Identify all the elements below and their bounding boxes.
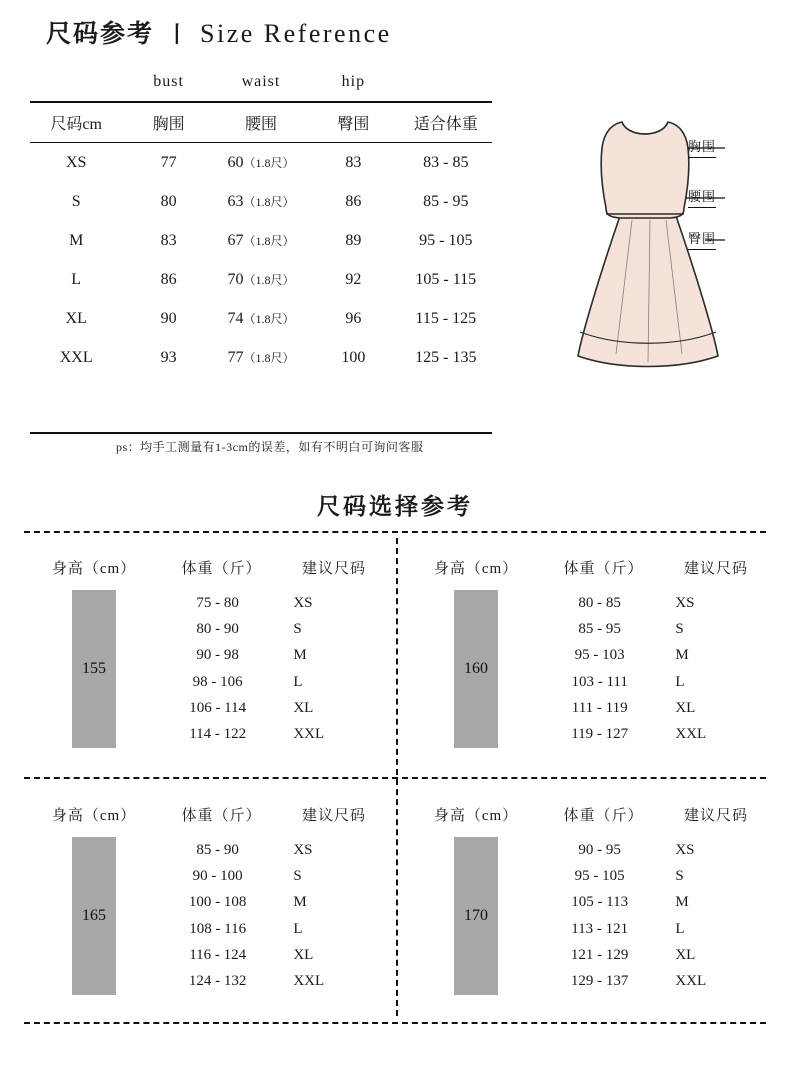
- header-weight: 适合体重: [413, 116, 478, 133]
- col-header-height: 身高（cm）: [433, 561, 519, 577]
- cell-bust: 80: [160, 192, 177, 210]
- height-column: [24, 590, 164, 748]
- cell-hip: 92: [345, 270, 362, 288]
- recommended-size: XS: [293, 594, 313, 611]
- sublabel-empty: [30, 62, 122, 102]
- weight-range: 98 - 106: [192, 673, 243, 690]
- col-header-size: 建议尺码: [683, 561, 748, 577]
- column-headers: [406, 540, 778, 578]
- weight-range: 80 - 85: [578, 594, 621, 611]
- recommended-size: S: [675, 620, 684, 637]
- dress-illustration: [520, 104, 770, 374]
- height-value: 170: [454, 837, 498, 995]
- cell-size: XL: [65, 309, 87, 327]
- sublabel-empty2: [400, 62, 492, 102]
- weight-range: 80 - 90: [196, 620, 239, 637]
- cell-hip: 96: [345, 309, 362, 327]
- weight-range: 100 - 108: [188, 894, 247, 911]
- cell-weight: 83 - 85: [423, 153, 469, 171]
- cell-weight: 115 - 125: [415, 309, 477, 327]
- size-block-170: [406, 787, 778, 1025]
- weight-range: 111 - 119: [571, 699, 628, 716]
- weight-range: 113 - 121: [571, 920, 629, 937]
- recommended-size: XS: [293, 841, 313, 858]
- column-headers: [406, 787, 778, 825]
- sublabel-hip: hip: [341, 72, 366, 90]
- weight-range: 90 - 95: [578, 841, 621, 858]
- table-row: [30, 338, 492, 377]
- header-bust: 胸围: [152, 116, 185, 133]
- col-header-size: 建议尺码: [683, 808, 748, 824]
- col-header-weight: 体重（斤）: [181, 808, 262, 824]
- list-item: [164, 890, 396, 916]
- table-row: [30, 143, 492, 183]
- recommended-size: XXL: [293, 973, 325, 990]
- weight-range: 85 - 95: [578, 620, 621, 637]
- sublabel-bust: bust: [153, 72, 184, 90]
- weight-range: 119 - 127: [571, 726, 629, 743]
- cell-size: XS: [65, 153, 87, 171]
- list-item: [164, 942, 396, 968]
- weight-range: 95 - 105: [574, 867, 625, 884]
- list-item: [546, 616, 778, 642]
- cell-hip: 100: [341, 348, 366, 366]
- list-item: [164, 695, 396, 721]
- table-sublabel-row: [30, 62, 492, 102]
- cell-weight: 95 - 105: [419, 231, 473, 249]
- list-item: [546, 916, 778, 942]
- col-header-height: 身高（cm）: [433, 808, 519, 824]
- table-row: [30, 221, 492, 260]
- weight-range: 85 - 90: [196, 841, 239, 858]
- recommended-size: M: [293, 647, 307, 664]
- size-block-160: [406, 540, 778, 778]
- page-header: [0, 0, 790, 50]
- cell-hip: 83: [345, 153, 362, 171]
- size-selection-title: 尺码选择参考: [317, 494, 473, 519]
- weight-range: 116 - 124: [189, 946, 247, 963]
- cell-bust: 86: [160, 270, 177, 288]
- list-item: [164, 616, 396, 642]
- list-item: [546, 837, 778, 863]
- recommended-size: XXL: [675, 973, 707, 990]
- cell-size: M: [69, 231, 84, 249]
- weight-size-rows: [164, 837, 396, 995]
- list-item: [164, 669, 396, 695]
- height-column: [406, 590, 546, 748]
- cell-size: S: [71, 192, 81, 210]
- recommended-size: XL: [293, 946, 314, 963]
- recommended-size: S: [675, 867, 684, 884]
- recommended-size: M: [675, 894, 689, 911]
- cell-hip: 89: [345, 231, 362, 249]
- recommended-size: XXL: [675, 726, 707, 743]
- cell-weight: 105 - 115: [415, 270, 477, 288]
- recommended-size: L: [293, 673, 303, 690]
- col-header-weight: 体重（斤）: [181, 561, 262, 577]
- sublabel-waist: waist: [241, 72, 281, 90]
- col-header-size: 建议尺码: [301, 808, 366, 824]
- recommended-size: XL: [293, 699, 314, 716]
- header-hip: 臀围: [337, 116, 370, 133]
- recommended-size: XXL: [293, 726, 325, 743]
- recommended-size: M: [675, 647, 689, 664]
- weight-size-rows: [546, 590, 778, 748]
- col-header-weight: 体重（斤）: [563, 808, 644, 824]
- list-item: [546, 669, 778, 695]
- weight-range: 103 - 111: [571, 673, 628, 690]
- list-item: [546, 643, 778, 669]
- recommended-size: L: [675, 920, 685, 937]
- list-item: [164, 837, 396, 863]
- cell-waist: 77（1.8尺）: [227, 348, 295, 366]
- recommended-size: XL: [675, 699, 696, 716]
- weight-range: 90 - 100: [192, 867, 243, 884]
- cell-bust: 93: [160, 348, 177, 366]
- dress-label-hip: 臀围: [688, 228, 716, 250]
- height-value: 165: [72, 837, 116, 995]
- recommended-size: L: [675, 673, 685, 690]
- recommended-size: S: [293, 620, 302, 637]
- cell-waist: 60（1.8尺）: [227, 153, 295, 171]
- weight-range: 75 - 80: [196, 594, 239, 611]
- table-header-row: [30, 102, 492, 143]
- list-item: [164, 721, 396, 747]
- weight-range: 105 - 113: [571, 894, 629, 911]
- weight-range: 129 - 137: [570, 973, 629, 990]
- table-row: [30, 299, 492, 338]
- size-reference-table: [30, 62, 492, 377]
- page-title-en: Size Reference: [200, 19, 392, 48]
- divider-top: [24, 531, 766, 533]
- list-item: [546, 721, 778, 747]
- column-headers: [24, 540, 396, 578]
- table-row: [30, 182, 492, 221]
- height-value: 155: [72, 590, 116, 748]
- cell-hip: 86: [345, 192, 362, 210]
- table-bottom-rule: [30, 432, 492, 434]
- col-header-height: 身高（cm）: [51, 561, 137, 577]
- measurement-note: ps：均手工测量有1-3cm的误差，如有不明白可询问客服: [116, 440, 424, 454]
- cell-bust: 90: [160, 309, 177, 327]
- cell-waist: 70（1.8尺）: [227, 270, 295, 288]
- cell-waist: 67（1.8尺）: [227, 231, 295, 249]
- cell-size: XXL: [59, 348, 93, 366]
- weight-range: 106 - 114: [189, 699, 247, 716]
- list-item: [546, 968, 778, 994]
- cell-weight: 85 - 95: [423, 192, 469, 210]
- cell-bust: 83: [160, 231, 177, 249]
- recommended-size: L: [293, 920, 303, 937]
- recommended-size: XS: [675, 594, 695, 611]
- recommended-size: XS: [675, 841, 695, 858]
- col-header-size: 建议尺码: [301, 561, 366, 577]
- weight-range: 121 - 129: [570, 946, 629, 963]
- height-value: 160: [454, 590, 498, 748]
- list-item: [164, 968, 396, 994]
- height-column: [406, 837, 546, 995]
- weight-range: 124 - 132: [188, 973, 247, 990]
- recommended-size: S: [293, 867, 302, 884]
- column-headers: [24, 787, 396, 825]
- list-item: [546, 942, 778, 968]
- list-item: [546, 590, 778, 616]
- table-row: [30, 260, 492, 299]
- height-column: [24, 837, 164, 995]
- title-divider: 丨: [166, 22, 189, 47]
- list-item: [164, 590, 396, 616]
- list-item: [164, 863, 396, 889]
- weight-range: 90 - 98: [196, 647, 239, 664]
- divider-vertical: [396, 538, 398, 1016]
- recommended-size: M: [293, 894, 307, 911]
- weight-range: 95 - 103: [574, 647, 625, 664]
- dress-label-waist: 腰围: [688, 186, 716, 208]
- list-item: [164, 643, 396, 669]
- weight-size-rows: [546, 837, 778, 995]
- cell-bust: 77: [160, 153, 177, 171]
- list-item: [546, 890, 778, 916]
- size-block-165: [24, 787, 396, 1025]
- dress-label-bust: 胸围: [688, 136, 716, 158]
- recommended-size: XL: [675, 946, 696, 963]
- list-item: [546, 695, 778, 721]
- weight-range: 108 - 116: [189, 920, 247, 937]
- weight-size-rows: [164, 590, 396, 748]
- cell-weight: 125 - 135: [415, 348, 477, 366]
- weight-range: 114 - 122: [189, 726, 247, 743]
- cell-waist: 74（1.8尺）: [227, 309, 295, 327]
- list-item: [164, 916, 396, 942]
- size-block-155: [24, 540, 396, 778]
- col-header-height: 身高（cm）: [51, 808, 137, 824]
- header-size: 尺码cm: [50, 116, 102, 133]
- col-header-weight: 体重（斤）: [563, 561, 644, 577]
- header-waist: 腰围: [244, 116, 277, 133]
- list-item: [546, 863, 778, 889]
- cell-waist: 63（1.8尺）: [227, 192, 295, 210]
- page-title-cn: 尺码参考: [46, 21, 155, 48]
- cell-size: L: [71, 270, 82, 288]
